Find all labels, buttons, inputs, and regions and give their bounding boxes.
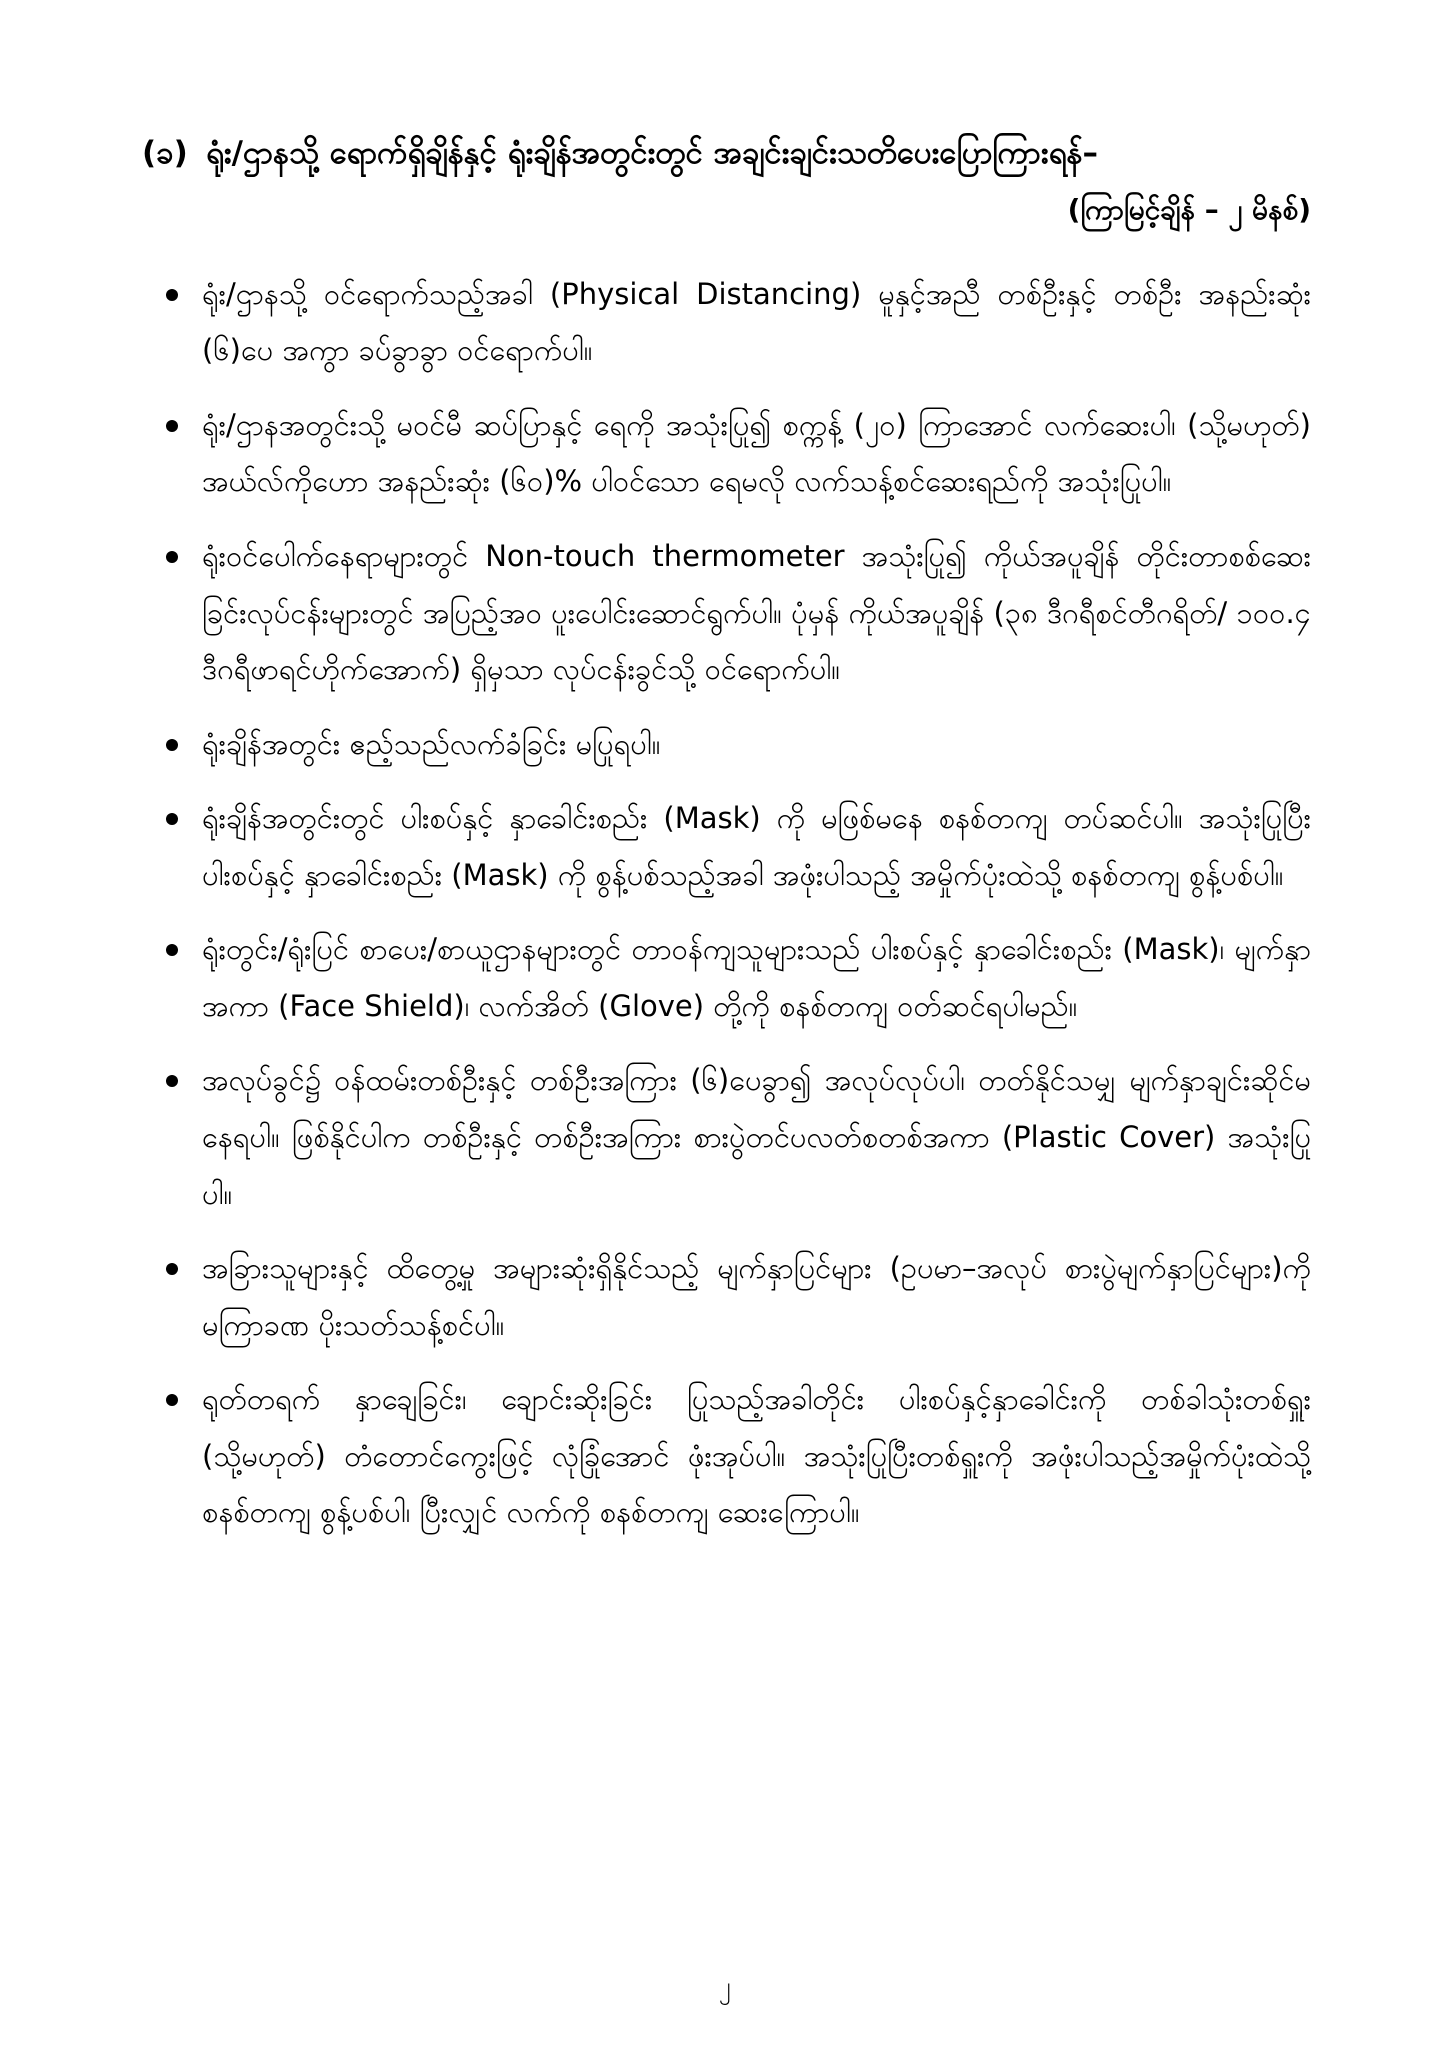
list-item-text: အလုပ်ခွင်၌ ဝန်ထမ်းတစ်ဦးနှင့် တစ်ဦးအကြား (၆)ပေခွာ၍ အလုပ်လုပ်ပါ၊ တတ်နိုင်သမျှ မျက်နှာချင်းဆိုင်မနေရပါ။ ဖြစ်နိုင်ပါက တစ်ဦးနှင့် တစ်ဦးအကြား စားပွဲတင်ပလတ်စတစ်အကာ (Plastic Cover) အသုံးပြုပါ။	[202, 1063, 1311, 1211]
bullet-icon	[166, 420, 178, 432]
list-item	[202, 1052, 1311, 1222]
list-item-text: ရုံးချိန်အတွင်း ဧည့်သည်လက်ခံခြင်း မပြုရပါ။	[202, 726, 661, 761]
list-item	[202, 266, 1311, 379]
bullet-icon	[166, 813, 178, 825]
list-item-text: ရုံးဝင်ပေါက်နေရာများတွင် Non-touch thermometer အသုံးပြု၍ ကိုယ်အပူချိန် တိုင်းတာစစ်ဆေးခြင်းလုပ်ငန်းများတွင် အပြည့်အဝ ပူးပေါင်းဆောင်ရွက်ပါ။ ပုံမှန် ကိုယ်အပူချိန် (၃၈ ဒီဂရီစင်တီဂရိတ်/ ၁၀၀.၄ ဒီဂရီဖာရင်ဟိုက်အောက်) ရှိမှသာ လုပ်ငန်းခွင်သို့ ဝင်ရောက်ပါ။	[202, 539, 1311, 687]
list-item	[202, 1371, 1311, 1541]
list-item	[202, 716, 1311, 773]
section-heading	[142, 126, 1311, 180]
bullet-icon	[166, 1075, 178, 1087]
bullet-icon	[166, 739, 178, 751]
list-item-text: ရုံး/ဌာနသို့ ဝင်ရောက်သည့်အခါ (Physical Distancing) မူနှင့်အညီ တစ်ဦးနှင့် တစ်ဦး အနည်းဆုံး (၆)ပေ အကွာ ခပ်ခွာခွာ ဝင်ရောက်ပါ။	[202, 276, 1311, 368]
bullet-icon	[166, 1394, 178, 1406]
bullet-icon	[166, 551, 178, 563]
bullet-icon	[166, 1263, 178, 1275]
list-item-text: ရုံးချိန်အတွင်းတွင် ပါးစပ်နှင့် နှာခေါင်းစည်း (Mask) ကို မဖြစ်မနေ စနစ်တကျ တပ်ဆင်ပါ။ အသုံးပြုပြီး ပါးစပ်နှင့် နှာခေါင်းစည်း (Mask) ကို စွန့်ပစ်သည့်အခါ အဖုံးပါသည့် အမှိုက်ပုံးထဲသို့ စနစ်တကျ စွန့်ပစ်ပါ။	[202, 801, 1311, 892]
section-title: ရုံး/ဌာနသို့ ရောက်ရှိချိန်နှင့် ရုံးချိန်အတွင်းတွင် အချင်းချင်းသတိပေးပြောကြားရန်–	[206, 135, 1098, 171]
list-item-text: အခြားသူများနှင့် ထိတွေ့မှု အများဆုံးရှိနိုင်သည့် မျက်နှာပြင်များ (ဥပမာ–အလုပ် စားပွဲမျက်နှာပြင်များ)ကို မကြာခဏ ပိုးသတ်သန့်စင်ပါ။	[202, 1251, 1311, 1342]
bullet-icon	[166, 289, 178, 301]
list-item	[202, 921, 1311, 1034]
guideline-list	[142, 266, 1311, 1541]
list-item-text: ရုံး/ဌာနအတွင်းသို့ မဝင်မီ ဆပ်ပြာနှင့် ရေကို အသုံးပြု၍ စက္ကန့် (၂၀) ကြာအောင် လက်ဆေးပါ၊ (သို့မဟုတ်) အယ်လ်ကိုဟော အနည်းဆုံး (၆၀)% ပါဝင်သော ရေမလို လက်သန့်စင်ဆေးရည်ကို အသုံးပြုပါ။	[202, 407, 1311, 499]
section-marker: (ခ)	[142, 135, 188, 171]
list-item-text: ရုတ်တရက် နှာချေခြင်း၊ ချောင်းဆိုးခြင်း ပြုသည့်အခါတိုင်း ပါးစပ်နှင့်နှာခေါင်းကို တစ်ခါသုံးတစ်ရှူး (သို့မဟုတ်) တံတောင်ကွေးဖြင့် လုံခြုံအောင် ဖုံးအုပ်ပါ။ အသုံးပြုပြီးတစ်ရှူးကို အဖုံးပါသည့်အမှိုက်ပုံးထဲသို့ စနစ်တကျ စွန့်ပစ်ပါ၊ ပြီးလျှင် လက်ကို စနစ်တကျ ဆေးကြောပါ။	[202, 1382, 1311, 1530]
list-item	[202, 397, 1311, 510]
bullet-icon	[166, 944, 178, 956]
list-item-text: ရုံးတွင်း/ရုံးပြင် စာပေး/စာယူဌာနများတွင် တာဝန်ကျသူများသည် ပါးစပ်နှင့် နှာခေါင်းစည်း (Mask)၊ မျက်နှာအကာ (Face Shield)၊ လက်အိတ် (Glove) တို့ကို စနစ်တကျ ဝတ်ဆင်ရပါမည်။	[202, 932, 1311, 1023]
list-item	[202, 528, 1311, 698]
list-item	[202, 790, 1311, 903]
list-item	[202, 1240, 1311, 1353]
page-number: ၂	[718, 1972, 731, 2000]
duration-note: (ကြာမြင့်ချိန် – ၂ မိနစ်)	[1067, 193, 1311, 227]
